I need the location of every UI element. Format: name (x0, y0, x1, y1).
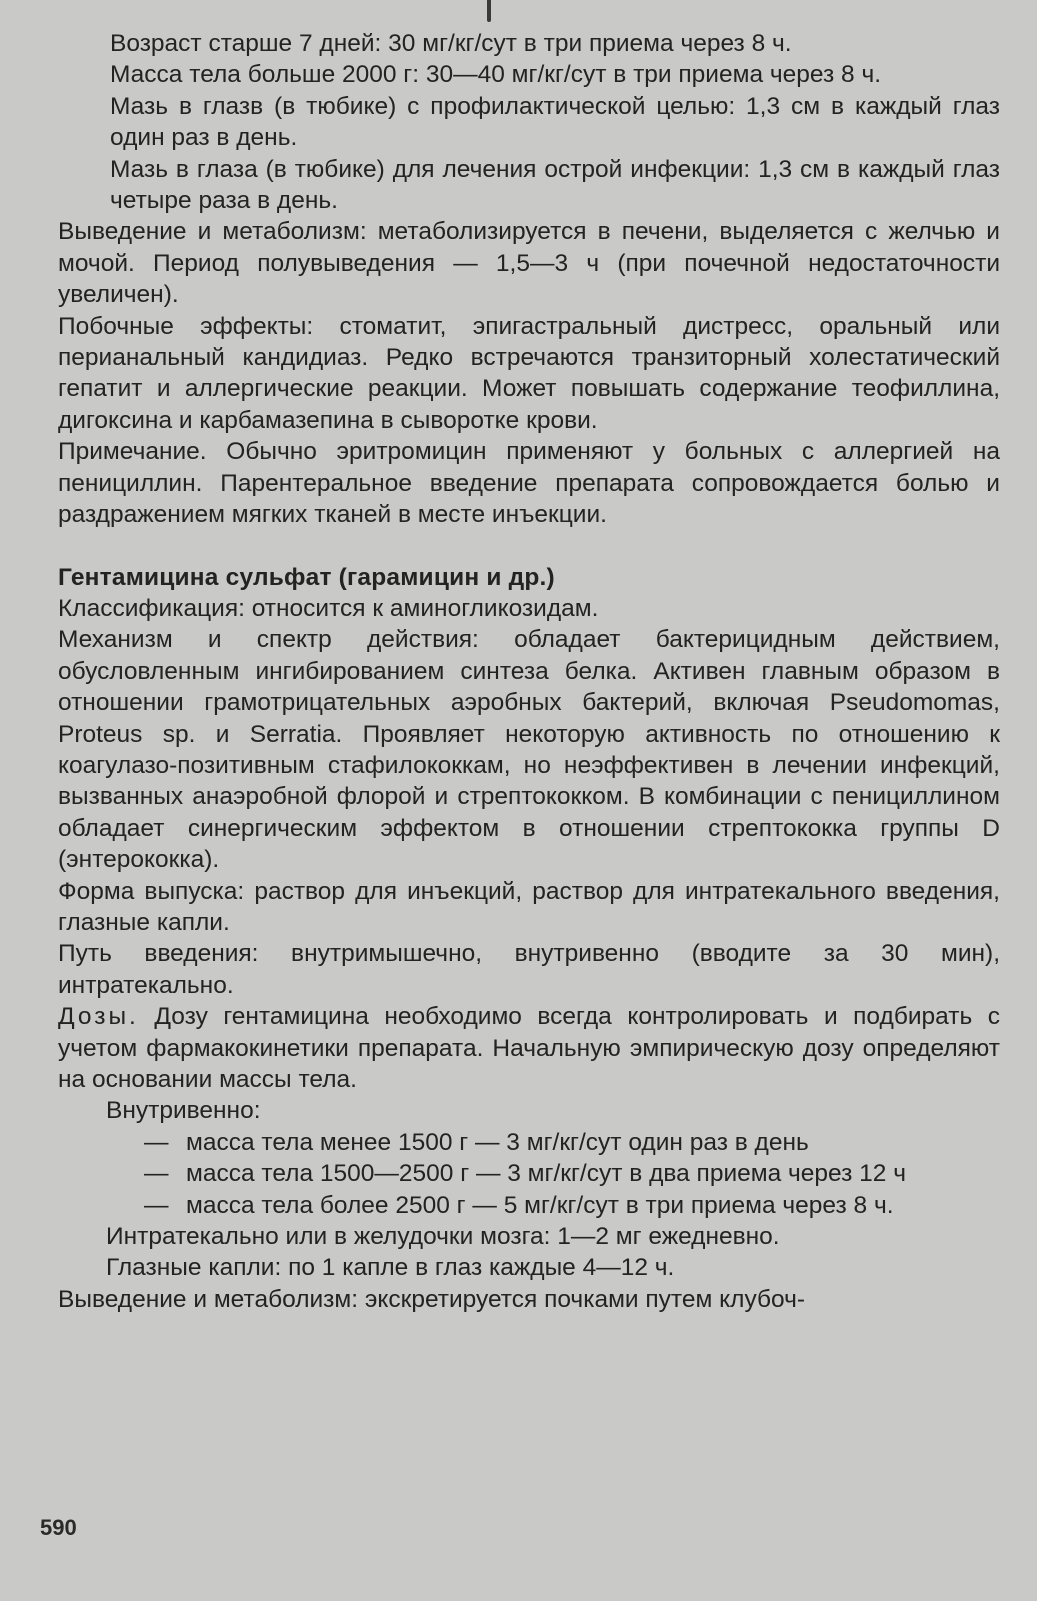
dash-marker: — (144, 1128, 169, 1156)
route-paragraph: Путь введения: внутримышечно, внутривенно (вводите за 30 мин), интратекально. (58, 940, 1000, 999)
list-item (58, 1190, 1000, 1221)
mechanism-paragraph: Механизм и спектр действия: обладает бактерицидным действием, обусловленным ингибированием синтеза белка. Активен главным образом в отношении грамотрицательных аэробных бактерий, включая Pseudomomas, Proteus sp. и Serratia. Проявляет некоторую активность по отношению к коагулазо-позитивным стафилококкам, но неэффективен в лечении инфекций, вызванных анаэробной флорой и стрептококком. В комбинации с пенициллином обладает синергическим эффектом в отношении стрептококка группы D (энтерококка). (58, 626, 1000, 874)
form-paragraph: Форма выпуска: раствор для инъекций, раствор для интратекального введения, глазные капли. (58, 877, 1000, 936)
gentamicin-heading: Гентамицина сульфат (гарамицин и др.) (58, 563, 555, 591)
eye-drops-paragraph: Глазные капли: по 1 капле в глаз каждые 4—12 ч. (106, 1254, 675, 1282)
list-item-text: масса тела более 2500 г — 5 мг/кг/сут в три приема через 8 ч. (186, 1191, 894, 1219)
dash-marker: — (144, 1160, 169, 1188)
scan-artifact (487, 0, 491, 22)
doses-label: Дозы. (58, 1003, 139, 1031)
list-item-text: масса тела 1500—2500 г — 3 мг/кг/сут в два приема через 12 ч (186, 1160, 906, 1188)
intrathecal-paragraph: Интратекально или в желудочки мозга: 1—2 мг ежедневно. (106, 1223, 780, 1251)
classification-paragraph: Классификация: относится к аминогликозидам. (58, 594, 599, 622)
dose-age-paragraph: Возраст старше 7 дней: 30 мг/кг/сут в три приема через 8 ч. (110, 30, 792, 57)
ointment-prophylaxis-paragraph: Мазь в глазв (в тюбике) с профилактической целью: 1,3 см в каждый глаз один раз в день. (110, 92, 1000, 152)
gentamicin-excretion-paragraph: Выведение и метаболизм: экскретируется почками путем клубоч- (58, 1285, 806, 1313)
erythromycin-excretion-paragraph: Выведение и метаболизм: метаболизируется в печени, выделяется с желчью и мочой. Период полувыведения — 1,5—3 ч (при почечной недостаточности увеличен). (58, 218, 1000, 309)
list-item-text: масса тела менее 1500 г — 3 мг/кг/сут один раз в день (186, 1128, 809, 1156)
doses-paragraph (58, 1001, 1000, 1095)
dash-marker: — (144, 1191, 169, 1219)
ointment-treatment-paragraph: Мазь в глаза (в тюбике) для лечения острой инфекции: 1,3 см в каждый глаз четыре раза в день. (110, 155, 1000, 215)
doses-text: Дозу гентамицина необходимо всегда контролировать и подбирать с учетом фармакокинетики препарата. Начальную эмпирическую дозу определяют на основании массы тела. (58, 1003, 1001, 1093)
list-item (58, 1127, 1000, 1158)
list-item (58, 1158, 1000, 1189)
erythromycin-side-effects-paragraph: Побочные эффекты: стоматит, эпигастральный дистресс, оральный или перианальный кандидиаз. Редко встречаются транзиторный холестатический гепатит и аллергические реакции. Может повышать содержание теофиллина, дигоксина и карбамазепина в сыворотке крови. (58, 312, 1000, 434)
dose-weight-paragraph: Масса тела больше 2000 г: 30—40 мг/кг/сут в три приема через 8 ч. (110, 61, 882, 89)
erythromycin-note-paragraph: Примечание. Обычно эритромицин применяют у больных с аллергией на пенициллин. Парентеральное введение препарата сопровождается болью и раздражением мягких тканей в месте инъекции. (58, 438, 1000, 529)
iv-label: Внутривенно: (106, 1097, 261, 1125)
section-gap (58, 531, 1000, 562)
page-number: 590 (40, 1515, 77, 1540)
page-text (58, 28, 1000, 1315)
